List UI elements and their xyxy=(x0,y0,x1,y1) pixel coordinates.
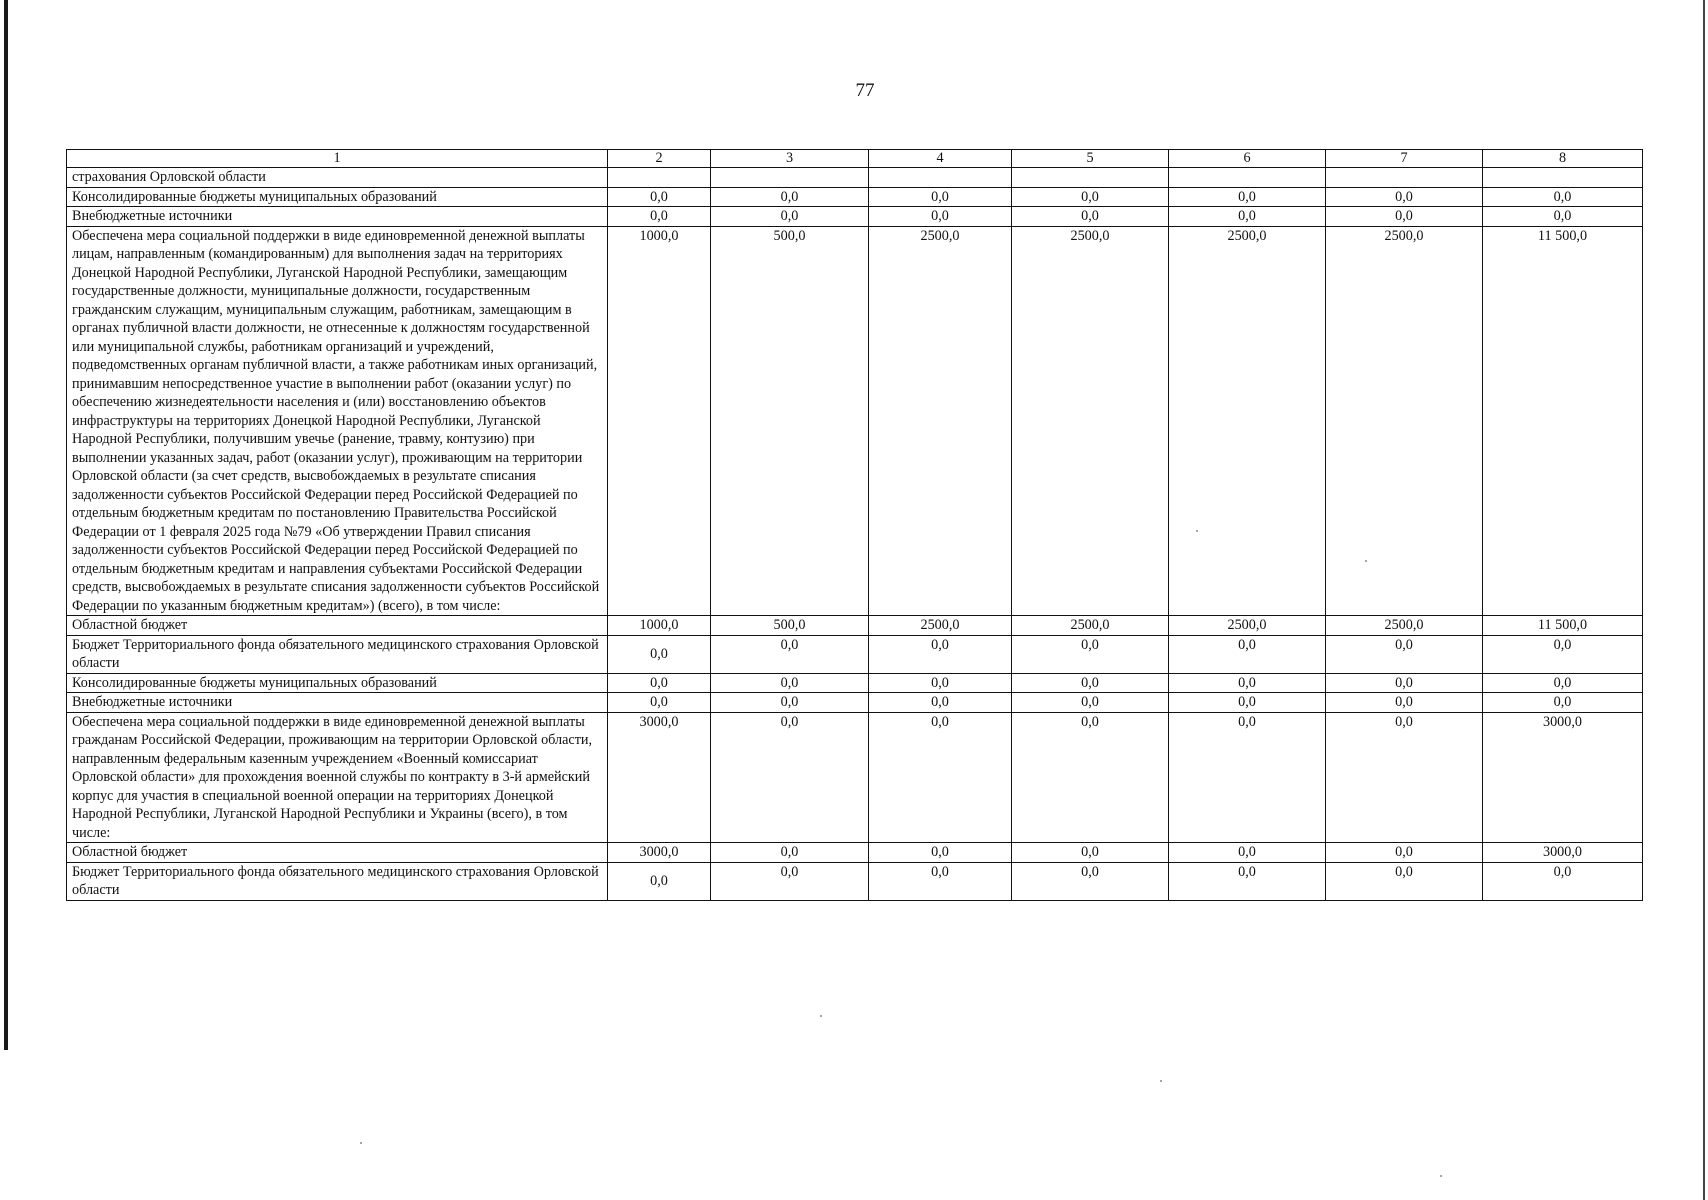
row-label: Обеспечена мера социальной поддержки в виде единовременной денежной выплаты лицам, направленным (командированным) для выполнения задач на территориях Донецкой Народной Республики, Луганской Народной Республики, замещающим государственные должности, муниципальные должности, государственным гражданским служащим, муниципальным служащим, работникам, замещающим в органах публичной власти должности, не отнесенные к должностям государственной или муниципальной службы, работникам организаций и учреждений, подведомственных органам публичной власти, а также работникам иных организаций, принимавшим непосредственное участие в выполнении работ (оказании услуг) по обеспечению жизнедеятельности населения и (или) восстановлению объектов инфраструктуры на территориях Донецкой Народной Республики, Луганской Народной Республики, получившим увечье (ранение, травму, контузию) при выполнении указанных задач, работ (оказании услуг), проживающим на территории Орловской области (за счет средств, высвобождаемых в результате списания задолженности субъектов Российской Федерации перед Российской Федерацией по отдельным бюджетным кредитам по постановлению Правительства Российской Федерации от 1 февраля 2025 года №79 «Об утверждении Правил списания задолженности субъектов Российской Федерации перед Российской Федерацией по отдельным бюджетным кредитам и направления субъектами Российской Федерации средств, высвобождаемых в результате списания задолженности субъектов Российской Федерации по указанным бюджетным кредитам») (всего), в том числе: xyxy=(67,226,608,616)
cell-value: 0,0 xyxy=(711,862,869,900)
cell-value: 1000,0 xyxy=(608,616,711,636)
cell-value: 3000,0 xyxy=(608,843,711,863)
table-row xyxy=(67,673,1643,693)
cell-value: 0,0 xyxy=(1326,843,1483,863)
cell-value: 0,0 xyxy=(1169,673,1326,693)
column-header: 1 xyxy=(67,150,608,168)
cell-value xyxy=(1012,168,1169,188)
cell-value: 2500,0 xyxy=(1012,226,1169,616)
cell-value xyxy=(1483,168,1643,188)
table-row xyxy=(67,616,1643,636)
cell-value: 0,0 xyxy=(1326,635,1483,673)
cell-value: 0,0 xyxy=(1169,843,1326,863)
row-label: Бюджет Территориального фонда обязательного медицинского страхования Орловской области xyxy=(67,862,608,900)
cell-value: 0,0 xyxy=(608,207,711,227)
cell-value: 2500,0 xyxy=(1169,616,1326,636)
cell-value: 0,0 xyxy=(711,635,869,673)
cell-value: 0,0 xyxy=(869,712,1012,843)
cell-value: 0,0 xyxy=(1012,712,1169,843)
scan-speck xyxy=(1440,1175,1442,1177)
cell-value: 0,0 xyxy=(1012,843,1169,863)
cell-value: 0,0 xyxy=(1169,693,1326,713)
cell-value: 0,0 xyxy=(869,207,1012,227)
cell-value: 0,0 xyxy=(869,862,1012,900)
scan-speck xyxy=(360,1142,362,1144)
cell-value xyxy=(1169,168,1326,188)
cell-value: 0,0 xyxy=(869,673,1012,693)
cell-value: 2500,0 xyxy=(1012,616,1169,636)
row-label: Бюджет Территориального фонда обязательного медицинского страхования Орловской области xyxy=(67,635,608,673)
cell-value: 0,0 xyxy=(711,187,869,207)
table-row xyxy=(67,226,1643,616)
row-label: Консолидированные бюджеты муниципальных образований xyxy=(67,673,608,693)
scan-edge-left xyxy=(4,0,8,1050)
cell-value: 500,0 xyxy=(711,616,869,636)
cell-value: 0,0 xyxy=(1326,862,1483,900)
page-number: 77 xyxy=(855,80,875,101)
cell-value: 0,0 xyxy=(1012,673,1169,693)
cell-value: 0,0 xyxy=(1012,862,1169,900)
row-label: Внебюджетные источники xyxy=(67,693,608,713)
cell-value: 0,0 xyxy=(1483,862,1643,900)
cell-value: 0,0 xyxy=(711,207,869,227)
column-header: 4 xyxy=(869,150,1012,168)
cell-value: 0,0 xyxy=(1483,693,1643,713)
cell-value xyxy=(1326,168,1483,188)
table-row xyxy=(67,168,1643,188)
cell-value: 11 500,0 xyxy=(1483,226,1643,616)
table-row xyxy=(67,693,1643,713)
cell-value: 0,0 xyxy=(1483,673,1643,693)
column-header: 3 xyxy=(711,150,869,168)
table-row xyxy=(67,843,1643,863)
cell-value: 0,0 xyxy=(1012,187,1169,207)
scan-edge-right xyxy=(1703,0,1705,1200)
column-header: 8 xyxy=(1483,150,1643,168)
cell-value: 0,0 xyxy=(1169,207,1326,227)
cell-value: 0,0 xyxy=(1012,207,1169,227)
budget-table xyxy=(66,149,1643,901)
row-label: Областной бюджет xyxy=(67,843,608,863)
scan-speck xyxy=(820,1015,822,1017)
cell-value: 0,0 xyxy=(608,862,711,900)
cell-value: 0,0 xyxy=(1012,693,1169,713)
cell-value: 3000,0 xyxy=(608,712,711,843)
scan-speck xyxy=(1365,560,1367,562)
cell-value: 0,0 xyxy=(1326,207,1483,227)
cell-value: 1000,0 xyxy=(608,226,711,616)
cell-value: 0,0 xyxy=(608,187,711,207)
table-header-row xyxy=(67,150,1643,168)
cell-value: 0,0 xyxy=(711,673,869,693)
cell-value: 0,0 xyxy=(711,712,869,843)
scan-speck xyxy=(1196,530,1198,532)
cell-value: 2500,0 xyxy=(869,616,1012,636)
cell-value: 3000,0 xyxy=(1483,843,1643,863)
cell-value: 2500,0 xyxy=(1326,616,1483,636)
row-label: Консолидированные бюджеты муниципальных образований xyxy=(67,187,608,207)
cell-value: 0,0 xyxy=(711,843,869,863)
row-label: Обеспечена мера социальной поддержки в виде единовременной денежной выплаты гражданам Российской Федерации, проживающим на территории Орловской области, направленным федеральным казенным учреждением «Военный комиссариат Орловской области» для прохождения военной службы по контракту в 3-й армейский корпус для участия в специальной военной операции на территориях Донецкой Народной Республики, Луганской Народной Республики и Украины (всего), в том числе: xyxy=(67,712,608,843)
row-label: страхования Орловской области xyxy=(67,168,608,188)
cell-value: 0,0 xyxy=(1326,187,1483,207)
cell-value: 0,0 xyxy=(1012,635,1169,673)
cell-value: 0,0 xyxy=(1483,635,1643,673)
cell-value: 0,0 xyxy=(1483,187,1643,207)
cell-value: 0,0 xyxy=(1326,693,1483,713)
cell-value: 0,0 xyxy=(608,673,711,693)
cell-value: 0,0 xyxy=(608,635,711,673)
cell-value: 0,0 xyxy=(1326,673,1483,693)
row-label: Областной бюджет xyxy=(67,616,608,636)
cell-value: 0,0 xyxy=(1483,207,1643,227)
cell-value: 500,0 xyxy=(711,226,869,616)
cell-value: 0,0 xyxy=(608,693,711,713)
cell-value: 0,0 xyxy=(1326,712,1483,843)
cell-value: 0,0 xyxy=(1169,187,1326,207)
cell-value: 0,0 xyxy=(869,693,1012,713)
table-row xyxy=(67,187,1643,207)
cell-value: 2500,0 xyxy=(1169,226,1326,616)
table-row xyxy=(67,207,1643,227)
cell-value: 0,0 xyxy=(1169,712,1326,843)
cell-value xyxy=(869,168,1012,188)
column-header: 5 xyxy=(1012,150,1169,168)
table-row xyxy=(67,862,1643,900)
cell-value: 0,0 xyxy=(869,635,1012,673)
cell-value: 2500,0 xyxy=(1326,226,1483,616)
table-row xyxy=(67,635,1643,673)
table-row xyxy=(67,712,1643,843)
row-label: Внебюджетные источники xyxy=(67,207,608,227)
column-header: 6 xyxy=(1169,150,1326,168)
column-header: 2 xyxy=(608,150,711,168)
cell-value: 0,0 xyxy=(711,693,869,713)
cell-value: 3000,0 xyxy=(1483,712,1643,843)
cell-value xyxy=(608,168,711,188)
column-header: 7 xyxy=(1326,150,1483,168)
cell-value xyxy=(711,168,869,188)
cell-value: 0,0 xyxy=(1169,635,1326,673)
scan-speck xyxy=(1160,1080,1162,1082)
cell-value: 2500,0 xyxy=(869,226,1012,616)
cell-value: 0,0 xyxy=(869,187,1012,207)
cell-value: 11 500,0 xyxy=(1483,616,1643,636)
cell-value: 0,0 xyxy=(869,843,1012,863)
cell-value: 0,0 xyxy=(1169,862,1326,900)
